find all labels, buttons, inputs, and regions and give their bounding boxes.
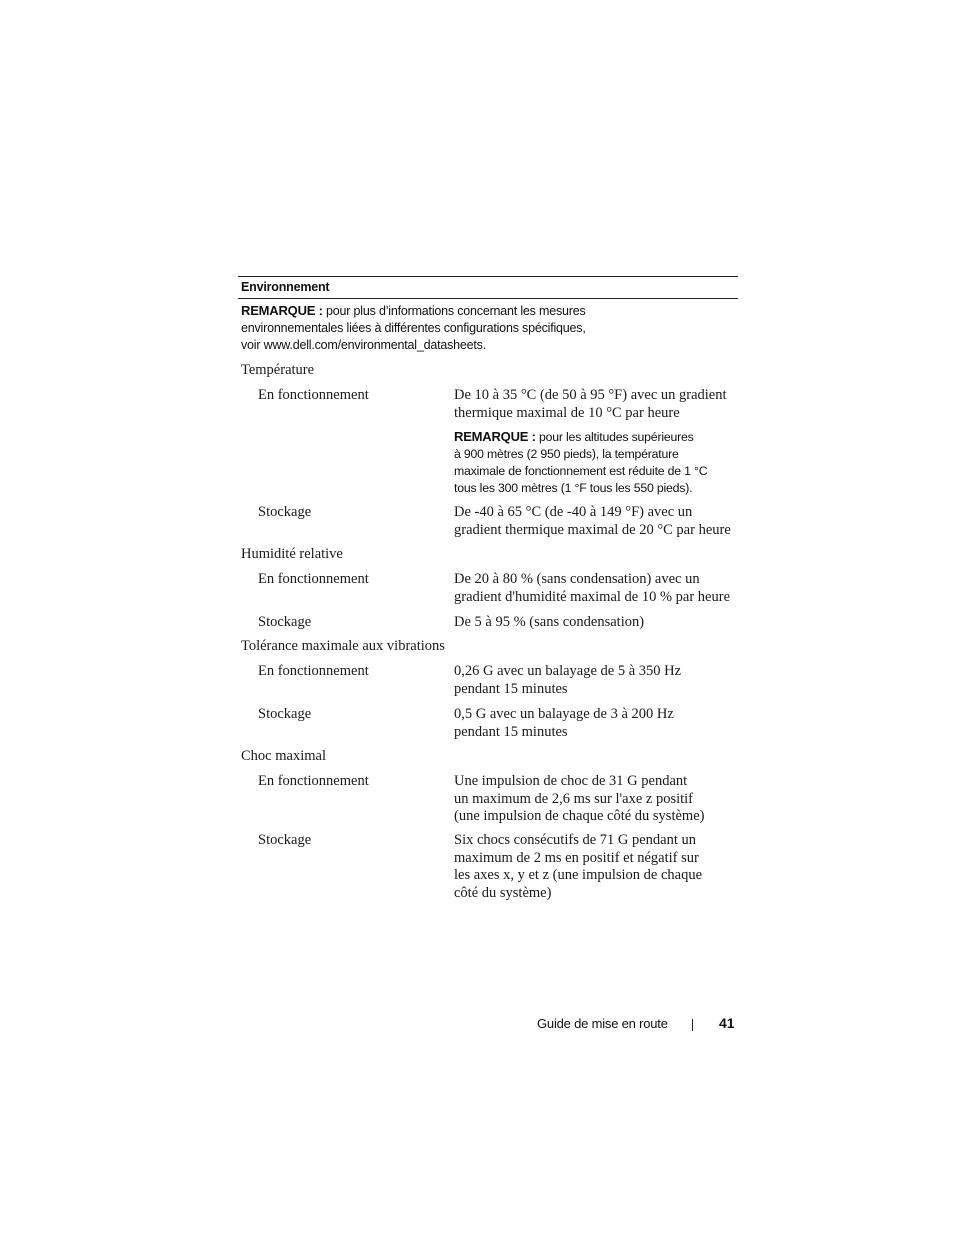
note-text-4: .: [482, 338, 487, 352]
value-line: thermique maximal de 10 °C par heure: [454, 404, 680, 421]
vibration-storage-label: Stockage: [258, 706, 312, 722]
value-line: pendant 15 minutes: [454, 680, 568, 697]
footer-separator: [692, 1019, 693, 1031]
note-line: pour les altitudes supérieures: [535, 430, 694, 444]
temperature-storage-label: Stockage: [258, 504, 312, 520]
note-line: maximale de fonctionnement est réduite de 1 °C: [454, 464, 708, 478]
vibration-title: Tolérance maximale aux vibrations: [241, 638, 445, 654]
note-text-1: pour plus d’informations concernant les mesures: [322, 304, 586, 318]
temperature-storage-value: [454, 504, 744, 539]
shock-operating-value: [454, 773, 744, 826]
note-label: REMARQUE :: [454, 429, 536, 444]
spec-table-header: [238, 276, 738, 354]
shock-storage-label: Stockage: [258, 832, 312, 848]
vibration-operating-label: En fonctionnement: [258, 663, 369, 679]
page-number: 41: [719, 1015, 735, 1031]
footer-title: Guide de mise en route: [537, 1016, 668, 1031]
table-title: Environnement: [241, 280, 330, 294]
value-line: 0,5 G avec un balayage de 3 à 200 Hz: [454, 706, 674, 722]
value-line: pendant 15 minutes: [454, 723, 568, 740]
value-line: De 10 à 35 °C (de 50 à 95 °F) avec un gradient: [454, 387, 727, 403]
value-line: côté du système): [454, 884, 552, 901]
temperature-operating-label: En fonctionnement: [258, 387, 369, 403]
humidity-title: Humidité relative: [241, 546, 343, 562]
humidity-operating-value: [454, 571, 744, 606]
temperature-operating-value: [454, 387, 744, 422]
shock-title: Choc maximal: [241, 748, 326, 764]
value-line: Une impulsion de choc de 31 G pendant: [454, 773, 688, 789]
value-line: De -40 à 65 °C (de -40 à 149 °F) avec un: [454, 504, 693, 520]
note-text-3: voir: [241, 338, 264, 352]
general-note: [238, 299, 621, 354]
shock-operating-label: En fonctionnement: [258, 773, 369, 789]
humidity-operating-label: En fonctionnement: [258, 571, 369, 587]
value-line: 0,26 G avec un balayage de 5 à 350 Hz: [454, 663, 682, 679]
value-line: Six chocs consécutifs de 71 G pendant un: [454, 832, 697, 848]
humidity-storage-value: [454, 614, 744, 632]
value-line: les axes x, y et z (une impulsion de chaque: [454, 867, 703, 883]
note-line: tous les 300 mètres (1 °F tous les 550 pieds).: [454, 481, 693, 495]
temperature-title: Température: [241, 362, 315, 378]
note-label: REMARQUE :: [241, 303, 323, 318]
note-line: à 900 mètres (2 950 pieds), la température: [454, 447, 679, 461]
note-text-2: environnementales liées à différentes configurations spécifiques,: [241, 321, 586, 335]
shock-storage-value: [454, 832, 744, 902]
temperature-note: [454, 428, 739, 497]
value-line: gradient thermique maximal de 20 °C par heure: [454, 521, 731, 538]
datasheets-link[interactable]: www.dell.com/environmental_datasheets: [263, 338, 483, 352]
vibration-storage-value: [454, 706, 744, 741]
value-line: (une impulsion de chaque côté du système): [454, 808, 705, 824]
value-line: gradient d'humidité maximal de 10 % par heure: [454, 588, 731, 605]
vibration-operating-value: [454, 663, 744, 698]
value-line: De 5 à 95 % (sans condensation): [454, 614, 645, 630]
value-line: maximum de 2 ms en positif et négatif sur: [454, 849, 699, 866]
value-line: un maximum de 2,6 ms sur l'axe z positif: [454, 790, 694, 807]
humidity-storage-label: Stockage: [258, 614, 312, 630]
value-line: De 20 à 80 % (sans condensation) avec un: [454, 571, 700, 587]
